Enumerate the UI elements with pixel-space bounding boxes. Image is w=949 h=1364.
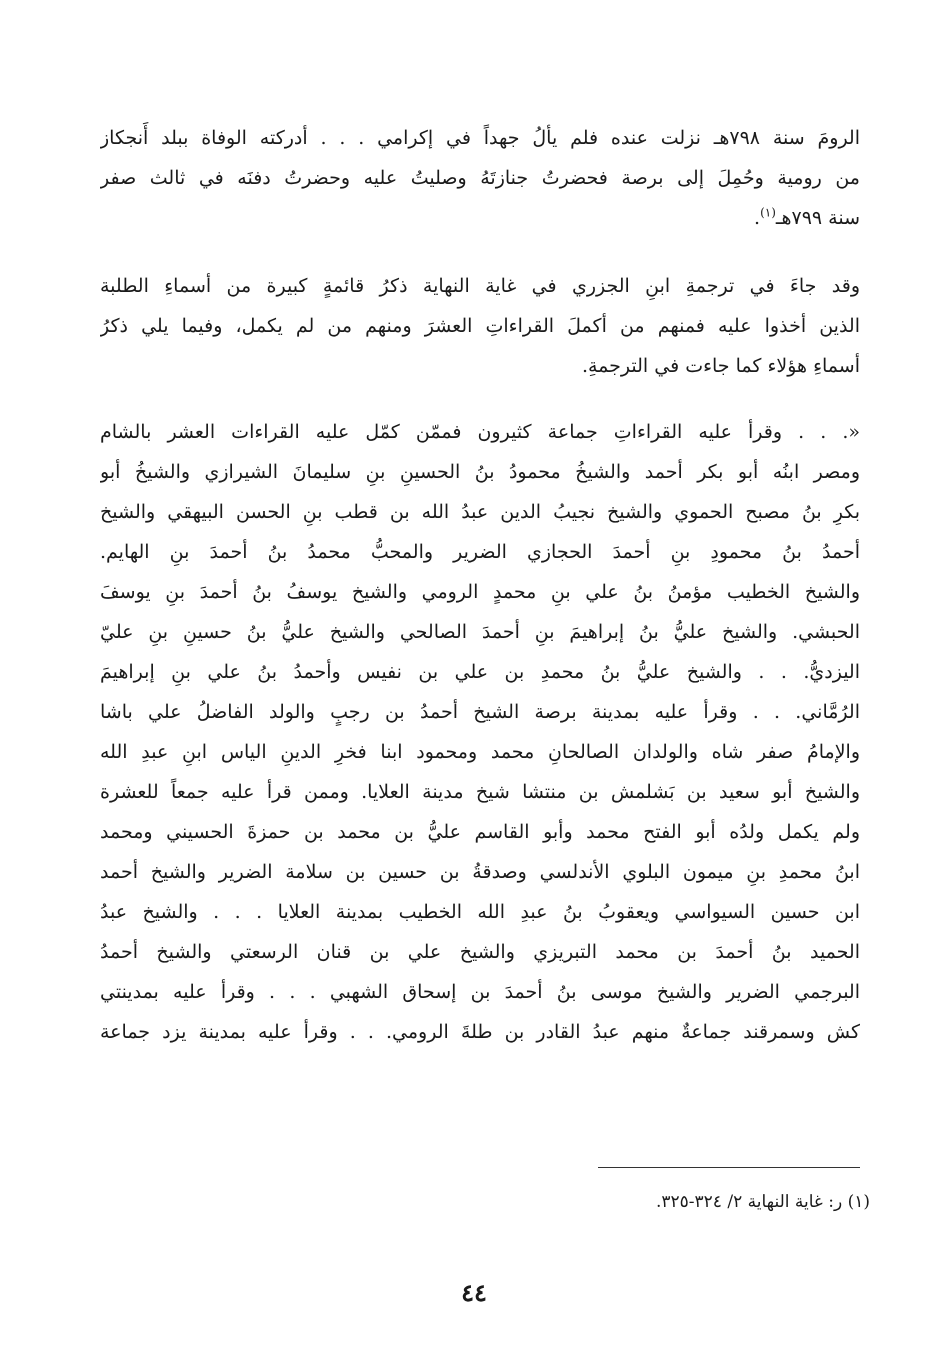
text-line: كش وسمرقند جماعةٌ منهم عبدُ القادر بن طلةَ الرومي. . . وقرأ عليه بمدينة يزد جماعة: [100, 1021, 860, 1043]
text-line: والإمامُ صفر شاه والولدان الصالحانِ محمد ومحمود ابنا فخرِ الدينِ الياس ابنِ عبدِ الله: [100, 741, 860, 763]
paragraph-3-quote: [100, 412, 860, 1132]
paragraph-2: [100, 266, 860, 386]
text-line: وقد جاءَ في ترجمةِ ابنِ الجزري في غاية النهاية ذكرُ قائمةٍ كبيرة من أسماءِ الطلبة: [100, 275, 860, 297]
text-line-content: سنة ٧٩٩هـ: [775, 207, 860, 229]
text-line: ابنُ محمدِ بنِ ميمون البلوي الأندلسي وصدقةُ بن حسين بن سلامة الضرير والشيخ أحمد: [100, 861, 860, 883]
text-line: من رومية وحُمِلَ إلى برصة فحضرتُ جنازتَهُ وصليتُ عليه وحضرتُ دفنَه في ثالث صفر: [100, 167, 860, 189]
text-line: [100, 1052, 860, 1092]
text-line: الذين أخذوا عليه فمنهم من أكملَ القراءاتِ العشرَ ومنهم من لم يكمل، وفيما يلي ذكرُ: [100, 315, 860, 337]
text-line: سنة ٧٩٩هـ$^{(١)}$.: [754, 205, 860, 229]
text-line: والشيخ الخطيب مؤمنُ بنُ علي بنِ محمدٍ الرومي والشيخ يوسفُ بنُ أحمدَ بنِ يوسفَ: [100, 581, 860, 603]
text-line: أحمدُ بنُ محمودِ بنِ أحمدَ الحجازي الضرير والمحبُّ محمدُ بنُ أحمدَ بنِ الهايم.: [100, 541, 860, 563]
text-line: ولم يكمل ولدُه أبو الفتح محمد وأبو القاسم عليُّ بن محمد بن حمزةَ الحسيني ومحمد: [100, 821, 860, 843]
text-line: الرُمَّاني. . . وقرأ عليه بمدينة برصة الشيخ أحمدُ بن رجبٍ والولد الفاضلُ علي باشا: [100, 701, 860, 723]
footnote: [100, 1188, 870, 1216]
text-line: اليزديُّ. . . والشيخ عليُّ بنُ محمدِ بن علي بن نفيس وأحمدُ بنُ علي بنِ إبراهيمَ: [100, 661, 860, 683]
text-line: الرومَ سنة ٧٩٨هـ نزلت عنده فلم يألُ جهداً في إكرامي . . . أدركته الوفاة ببلد أَنجكاز: [100, 127, 860, 149]
text-line: بكرِ بنُ مصبح الحموي والشيخ نجيبُ الدين عبدُ الله بن قطب بنِ الحسن البيهقي والشيخ: [100, 501, 860, 523]
text-line: [100, 1092, 860, 1132]
paragraph-1: [100, 118, 860, 238]
footnote-number: (١): [847, 1192, 870, 1212]
footnote-text: ر: غاية النهاية ٢/ ٣٢٤-٣٢٥.: [655, 1192, 843, 1212]
footnote-reference: (١): [760, 205, 776, 220]
text-line: والشيخ أبو سعيد بن بَشلمش بن منتشا شيخ مدينة العلايا. وممن قرأ عليه جمعاً للعشرة: [100, 781, 860, 803]
footnote-divider: [598, 1167, 860, 1168]
text-line: «. . . وقرأ عليه القراءاتِ جماعة كثيرون فممّن كمّل عليه القراءات العشر بالشام: [100, 421, 860, 443]
page-number: ٤٤: [461, 1278, 487, 1307]
text-line: الحميد بنُ أحمدَ بن محمد التبريزي والشيخ علي بن قنان الرسعتي والشيخ أحمدُ: [100, 941, 860, 963]
text-line: ومصر ابنُه أبو بكر أحمد والشيخُ محمودُ بنُ الحسينِ بنِ سليمانَ الشيرازي والشيخُ أبو: [100, 461, 860, 483]
text-line: البرجمي الضرير والشيخ موسى بنُ أحمدَ بن إسحاق الشهبي . . . وقرأ عليه بمدينتي: [100, 981, 860, 1003]
text-line: الحبشي. والشيخ عليُّ بنُ إبراهيمَ بنِ أحمدَ الصالحي والشيخ عليُّ بنُ حسينِ بنِ عليّ: [100, 621, 860, 643]
text-line: ابن حسين السيواسي ويعقوبُ بنُ عبدِ الله الخطيب بمدينة العلايا . . . والشيخ عبدُ: [100, 901, 860, 923]
text-line: أسماءِ هؤلاء كما جاءت في الترجمةِ.: [581, 355, 860, 377]
